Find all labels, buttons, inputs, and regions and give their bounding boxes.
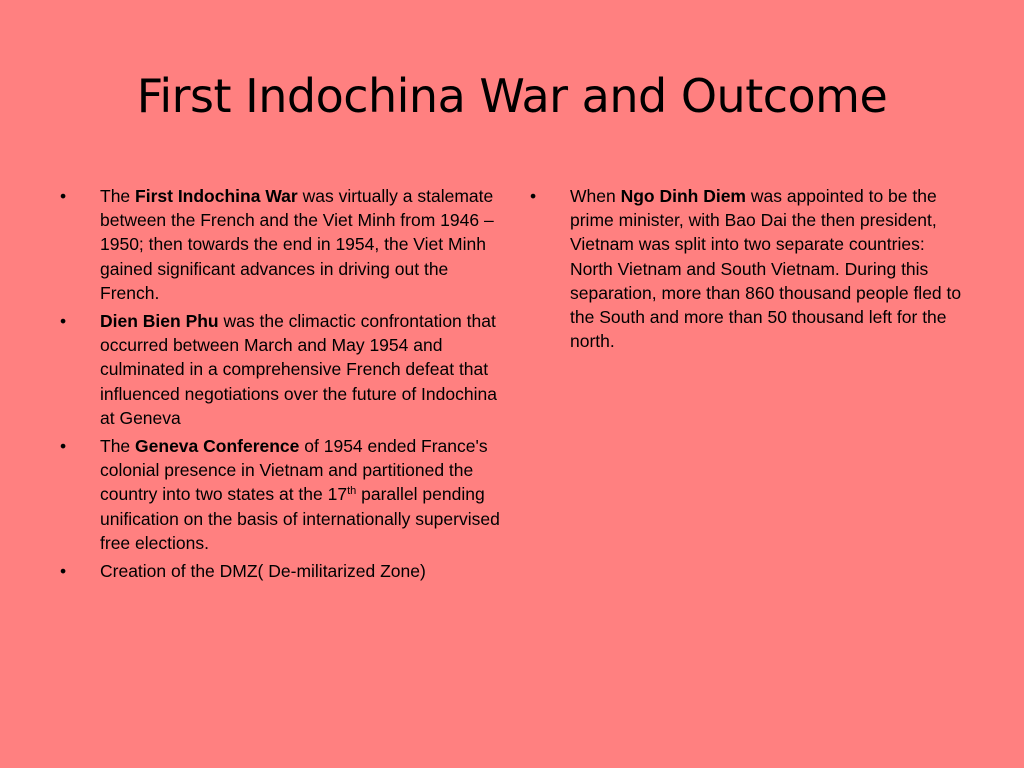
right-content-column [530, 184, 970, 357]
bullet-text: Creation of the DMZ( De-militarized Zone) [100, 561, 426, 582]
bullet-text-body: was virtually a stalemate between the French and the Viet Minh from 1946 – 1950; then towards the end in 1954, the Viet Minh gained significant advances in driving out the French. [100, 186, 494, 303]
bullet-marker: • [60, 436, 67, 457]
bullet-item-ngo-dinh-diem [530, 184, 970, 353]
bullet-text-body: was appointed to be the prime minister, with Bao Dai the then president, Vietnam was split into two separate countries: North Vietnam and South Vietnam. During this separation, more than 860 thousand people fled to the South and more than 50 thousand left for the north. [570, 186, 962, 352]
ordinal-superscript: th [347, 485, 357, 498]
bullet-text-body-continued: parallel pending unification on the basis of internationally supervised free elections. [100, 484, 500, 553]
bullet-text-prefix: The [100, 186, 136, 206]
bullet-item-geneva-conference [60, 434, 500, 555]
bullet-text-body: was the climactic confrontation that occurred between March and May 1954 and culminated in a comprehensive French defeat that influenced negotiations over the future of Indochina at Geneva [100, 311, 497, 428]
bullet-marker: • [530, 186, 537, 206]
left-content-column [60, 184, 500, 587]
bullet-item-first-indochina-war [60, 184, 500, 305]
bullet-item-dmz [60, 559, 500, 583]
slide-title: First Indochina War and Outcome [136, 69, 888, 123]
bullet-marker: • [60, 561, 67, 582]
left-bullet-list [60, 184, 500, 583]
bullet-marker: • [60, 311, 67, 332]
bullet-marker: • [60, 186, 67, 206]
bullet-bold-term: Geneva Conference [135, 436, 300, 457]
bullet-text-body: of 1954 ended France's colonial presence in Vietnam and partitioned the country into two states at the 17 [100, 436, 488, 505]
bullet-bold-term: Ngo Dinh Diem [620, 186, 746, 206]
bullet-bold-term: First Indochina War [135, 186, 298, 206]
bullet-item-dien-bien-phu [60, 309, 500, 430]
right-bullet-list [530, 184, 970, 353]
bullet-text-prefix: The [100, 436, 136, 457]
bullet-text-prefix: When [570, 186, 621, 206]
bullet-bold-term: Dien Bien Phu [100, 311, 219, 332]
